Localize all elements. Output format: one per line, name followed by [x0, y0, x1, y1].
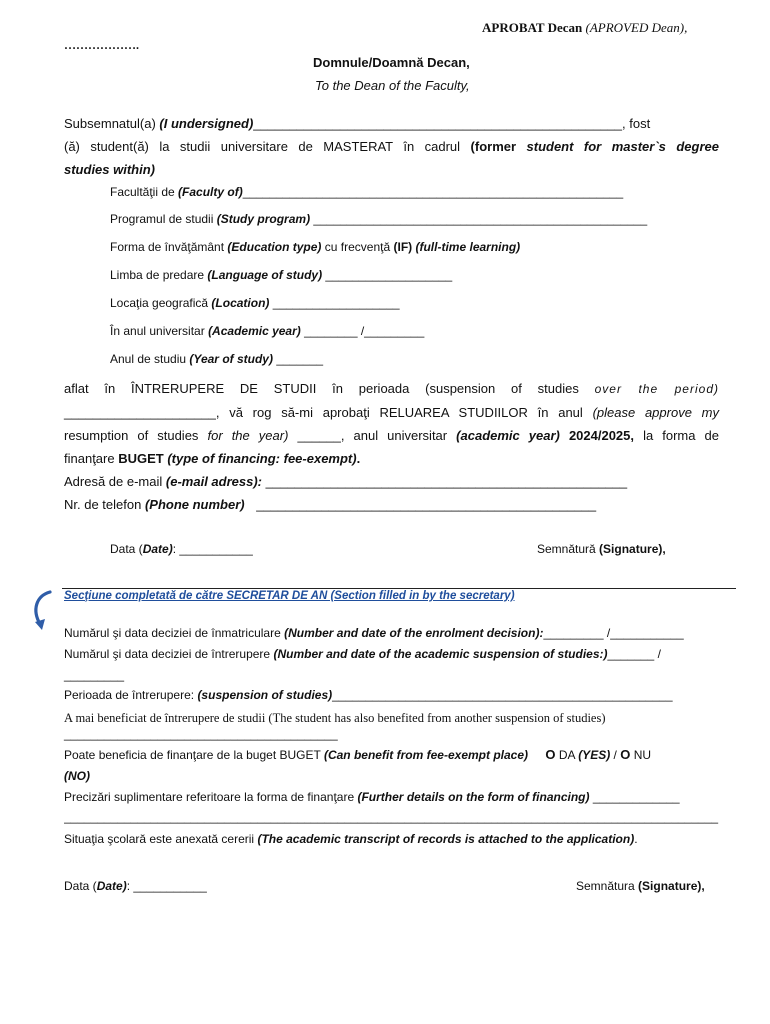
approved-label-en: (APROVED Dean), [585, 20, 688, 35]
date2-blank[interactable]: : ___________ [126, 879, 207, 893]
approved-label: APROBAT Decan [482, 20, 583, 35]
details-blank[interactable]: _____________ [592, 790, 680, 804]
yes-ro: DA [558, 748, 575, 762]
date-line-1 [110, 542, 253, 556]
field-lang-en: (Language of study) [207, 268, 323, 282]
sig1-ro: Semnătură [537, 542, 596, 556]
phone-line [64, 497, 596, 512]
transcript-dot: . [634, 832, 638, 846]
details-en: (Further details on the form of financing) [357, 790, 590, 804]
field-loc-en: (Location) [211, 296, 270, 310]
intro-line-1 [64, 116, 650, 131]
field-lang-ro: Limba de predare [110, 268, 205, 282]
no-en: (NO) [64, 769, 90, 783]
suspension-line-3 [64, 428, 719, 443]
suspension-decision-line [64, 647, 661, 661]
field-edu-ro: Forma de învăţământ [110, 240, 225, 254]
no-ro: NU [633, 748, 652, 762]
field-program-en: (Study program) [216, 212, 311, 226]
intro-line2-en-b: student for master`s degree [526, 139, 719, 154]
field-location [110, 296, 400, 310]
transcript-line [64, 832, 638, 846]
secretary-section-title: Secţiune completată de către SECRETAR DE AN (Section filled in by the secretary) [64, 590, 515, 602]
approved-block [482, 20, 687, 36]
field-program-ro: Programul de studii [110, 212, 214, 226]
date2-ro: Data ( [64, 879, 97, 893]
suspension-decision-blank-2[interactable]: _________ [64, 668, 125, 682]
suspension-line-4 [64, 451, 360, 466]
budget-line [64, 747, 651, 762]
intro-line-2 [64, 139, 719, 154]
field-faculty-blank[interactable]: _________________________________________________________ [242, 185, 624, 199]
suspension-line-2 [64, 405, 719, 420]
susp-line1-en: over the period) [594, 382, 719, 396]
period-en: (suspension of studies) [197, 688, 333, 702]
sig1-en: (Signature), [599, 542, 666, 556]
transcript-ro: Situaţia şcolară este anexată cererii [64, 832, 255, 846]
sig2-ro: Semnătura [576, 879, 635, 893]
susp-line2-ro: , vă rog să-mi aprobaţi RELUAREA STUDIILOR în anul [215, 405, 583, 420]
enrol-en: (Number and date of the enrolment decision): [284, 626, 544, 640]
signature-line-1 [537, 542, 666, 556]
section-divider [62, 588, 736, 589]
email-line [64, 474, 627, 489]
field-ay-en: (Academic year) [208, 324, 301, 338]
susp-dec-blank[interactable]: _______ / [607, 647, 661, 661]
period-ro: Perioada de întrerupere: [64, 688, 195, 702]
field-year-of-study [110, 352, 323, 366]
field-edu-extra-ro: cu frecvenţă [324, 240, 391, 254]
phone-field[interactable]: _______________________________________________ [256, 497, 597, 512]
field-ys-en: (Year of study) [189, 352, 273, 366]
intro-ro-lead: Subsemnatul(a) [64, 116, 156, 131]
susp-line3-e: la forma de [643, 428, 719, 443]
field-edu-extra-en: (full-time learning) [415, 240, 521, 254]
no-option-mark[interactable]: O [620, 747, 631, 762]
sig2-en: (Signature), [638, 879, 705, 893]
suspension-line-1 [64, 381, 719, 396]
budget-ro: Poate beneficia de finanţare de la buget BUGET [64, 748, 321, 762]
susp-line4-c: (type of financing: fee-exempt) [167, 451, 357, 466]
option-slash: / [613, 748, 617, 762]
field-language [110, 268, 452, 282]
field-ay-ro: În anul universitar [110, 324, 205, 338]
susp-line4-d: . [356, 451, 361, 466]
susp-dec-ro: Numărul şi data deciziei de întrerupere [64, 647, 271, 661]
susp-line3-year: 2024/2025, [568, 428, 635, 443]
salutation-en: To the Dean of the Faculty, [315, 78, 470, 93]
intro-fost: , fost [622, 116, 651, 131]
susp-line2-en: (please approve my [592, 405, 719, 420]
intro-line2-ro: (ă) student(ă) la studii universitare de MASTERAT în cadrul [64, 139, 461, 154]
financing-details-line [64, 790, 680, 804]
phone-label-en: (Phone number) [144, 497, 245, 512]
financing-details-blank-line[interactable]: __________________________________________________________________________________________________ [64, 810, 719, 824]
salutation-ro: Domnule/Doamnă Decan, [313, 55, 470, 70]
previous-suspension-blank[interactable]: _________________________________________ [64, 727, 338, 741]
email-label-ro: Adresă de e-mail [64, 474, 163, 489]
field-edu-extra-b: (IF) [393, 240, 413, 254]
field-faculty-ro: Facultăţii de [110, 185, 175, 199]
susp-period-blank[interactable]: _____________________ [64, 405, 216, 420]
field-faculty-en: (Faculty of) [178, 185, 243, 199]
field-education-type [110, 240, 520, 254]
transcript-en: (The academic transcript of records is attached to the application) [257, 832, 635, 846]
field-edu-en: (Education type) [227, 240, 322, 254]
intro-en-lead: (I undersigned) [159, 116, 254, 131]
period-blank[interactable]: ___________________________________________________ [332, 688, 673, 702]
susp-dec-en: (Number and date of the academic suspension of studies:) [273, 647, 608, 661]
email-label-en: (e-mail adress): [165, 474, 262, 489]
name-blank[interactable]: ___________________________________________________ [253, 116, 623, 131]
previous-suspension-line: A mai beneficiat de întrerupere de studii (The student has also benefited from another suspension of studies) [64, 711, 606, 725]
date1-ro: Data ( [110, 542, 143, 556]
enrol-blank[interactable]: _________ /___________ [543, 626, 684, 640]
enrol-ro: Numărul şi data deciziei de înmatriculare [64, 626, 281, 640]
field-program-blank[interactable]: __________________________________________________ [313, 212, 648, 226]
susp-year-blank[interactable]: ______ [297, 428, 341, 443]
susp-line4-a: finanţare [64, 451, 115, 466]
date-line-2 [64, 879, 207, 893]
enrolment-decision-line [64, 626, 684, 640]
field-ay-blank[interactable]: ________ /_________ [304, 324, 425, 338]
curved-arrow-icon [30, 588, 56, 634]
details-ro: Precizări suplimentare referitoare la forma de finanţare [64, 790, 355, 804]
yes-en: (YES) [578, 748, 611, 762]
intro-line2-en-a: (former [470, 139, 517, 154]
date2-en: Date) [96, 879, 127, 893]
signature-line-2 [576, 879, 705, 893]
budget-en: (Can benefit from fee-exempt place) [323, 748, 529, 762]
field-lang-blank[interactable]: ___________________ [325, 268, 453, 282]
susp-line3-a: resumption of studies [64, 428, 199, 443]
susp-line3-c: , anul universitar [340, 428, 448, 443]
susp-line4-b: BUGET [118, 451, 164, 466]
field-faculty [110, 185, 623, 199]
field-ys-blank[interactable]: _______ [276, 352, 324, 366]
field-loc-blank[interactable]: ___________________ [272, 296, 400, 310]
susp-line3-d: (academic year) [456, 428, 560, 443]
phone-label-ro: Nr. de telefon [64, 497, 142, 512]
approved-dots: ………………. [64, 38, 139, 52]
field-academic-year [110, 324, 424, 338]
yes-option-mark[interactable]: O [545, 747, 556, 762]
susp-line1-ro: aflat în ÎNTRERUPERE DE STUDII în perioada (suspension of studies [64, 381, 579, 396]
email-field[interactable]: __________________________________________________ [265, 474, 628, 489]
field-ys-ro: Anul de studiu [110, 352, 187, 366]
date1-en: Date) [142, 542, 173, 556]
intro-line-3: studies within) [64, 162, 155, 177]
suspension-period-line [64, 688, 673, 702]
field-loc-ro: Locaţia geografică [110, 296, 209, 310]
date1-blank[interactable]: : ___________ [172, 542, 253, 556]
field-study-program [110, 212, 647, 226]
susp-line3-b: for the year) [207, 428, 289, 443]
